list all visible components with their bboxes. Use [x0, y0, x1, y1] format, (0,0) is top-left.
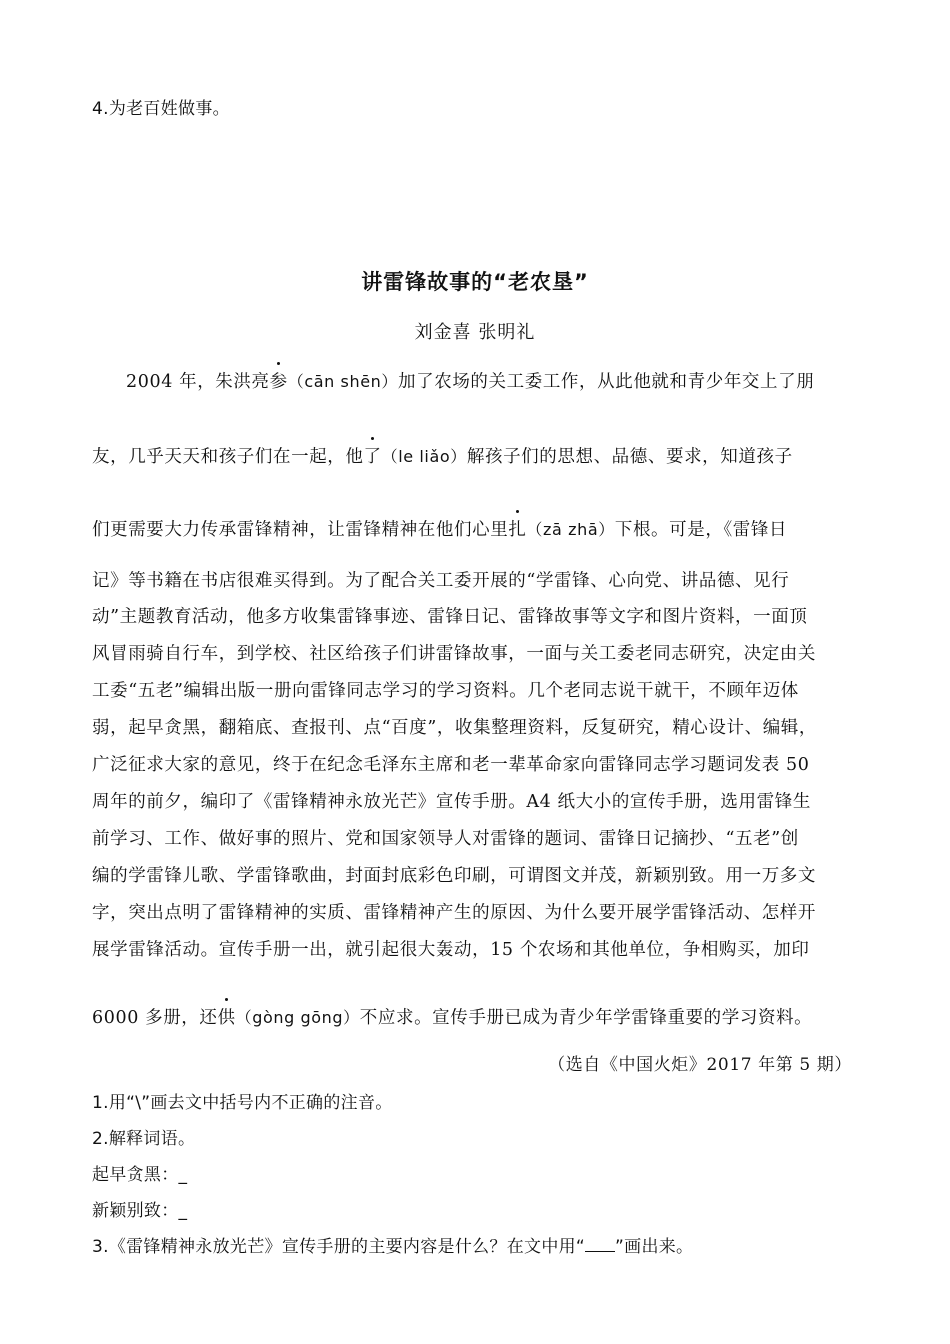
question-3: 3.《雷锋精神永放光芒》宣传手册的主要内容是什么？在文中用“ ”画出来。 — [92, 1237, 694, 1257]
article-line-5: 动”主题教育活动，他多方收集雷锋事迹、雷锋日记、雷锋故事等文字和图片资料，一面顶 — [92, 607, 808, 627]
answer-blank-2b[interactable]: _ — [178, 1201, 188, 1221]
dotted-char: 了 — [364, 443, 382, 468]
article-line-13: 字，突出点明了雷锋精神的实质、雷锋精神产生的原因、为什么要开展学雷锋活动、怎样开 — [92, 903, 816, 923]
dotted-char: 参 — [270, 368, 288, 393]
dotted-char: 供 — [218, 1004, 236, 1029]
article-line-8: 弱，起早贪黑，翻箱底、查报刊、点“百度”，收集整理资料，反复研究，精心设计、编辑， — [92, 718, 817, 738]
article-line-12: 编的学雷锋儿歌、学雷锋歌曲，封面封底彩色印刷，可谓图文并茂，新颖别致。用一万多文 — [92, 866, 816, 886]
article-line-2: 友，几乎天天和孩子们在一起，他了（le liǎo）解孩子们的思想、品德、要求，知道孩子 — [92, 443, 793, 468]
article-line-7: 工委“五老”编辑出版一册向雷锋同志学习的学习资料。几个老同志说干就干，不顾年迈体 — [92, 681, 799, 701]
article-source: （选自《中国火炬》2017 年第 5 期） — [548, 1055, 852, 1075]
article-line-10: 周年的前夕，编印了《雷锋精神永放光芒》宣传手册。A4 纸大小的宣传手册，选用雷锋生 — [92, 792, 811, 812]
article-title: 讲雷锋故事的“老农垦” — [361, 270, 589, 294]
article-authors: 刘金喜 张明礼 — [414, 322, 536, 343]
article-line-6: 风冒雨骑自行车，到学校、社区给孩子们讲雷锋故事，一面与关工委老同志研究，决定由关 — [92, 644, 816, 664]
dotted-char: 扎 — [508, 516, 526, 541]
article-line-4: 记》等书籍在书店很难买得到。为了配合关工委开展的“学雷锋、心向党、讲品德、见行 — [92, 571, 790, 591]
article-line-3: 们更需要大力传承雷锋精神，让雷锋精神在他们心里扎（zā zhā）下根。可是，《雷锋日 — [92, 516, 787, 541]
answer-blank-2a[interactable]: _ — [178, 1165, 188, 1185]
previous-item: 4.为老百姓做事。 — [92, 99, 230, 119]
question-2a: 起早贪黑：_ — [92, 1165, 188, 1185]
article-line-15: 6000 多册，还供（gòng gōng）不应求。宣传手册已成为青少年学雷锋重要的学习资料。 — [92, 1004, 812, 1029]
pinyin-options: （le liǎo） — [381, 447, 467, 466]
question-2b: 新颖别致：_ — [92, 1201, 188, 1221]
article-line-11: 前学习、工作、做好事的照片、党和国家领导人对雷锋的题词、雷锋日记摘抄、“五老”创 — [92, 829, 799, 849]
question-1: 1.用“\”画去文中括号内不正确的注音。 — [92, 1093, 393, 1113]
pinyin-options: （gòng gōng） — [235, 1008, 360, 1027]
pinyin-options: （cān shēn） — [287, 372, 399, 391]
article-line-1: 2004 年，朱洪亮参（cān shēn）加了农场的关工委工作，从此他就和青少年交上了朋 — [126, 368, 814, 393]
pinyin-options: （zā zhā） — [526, 520, 615, 539]
article-line-14: 展学雷锋活动。宣传手册一出，就引起很大轰动，15 个农场和其他单位，争相购买，加印 — [92, 940, 810, 960]
underline-mark — [585, 1237, 615, 1252]
article-line-9: 广泛征求大家的意见，终于在纪念毛泽东主席和老一辈革命家向雷锋同志学习题词发表 50 — [92, 755, 810, 775]
question-2: 2.解释词语。 — [92, 1129, 196, 1149]
